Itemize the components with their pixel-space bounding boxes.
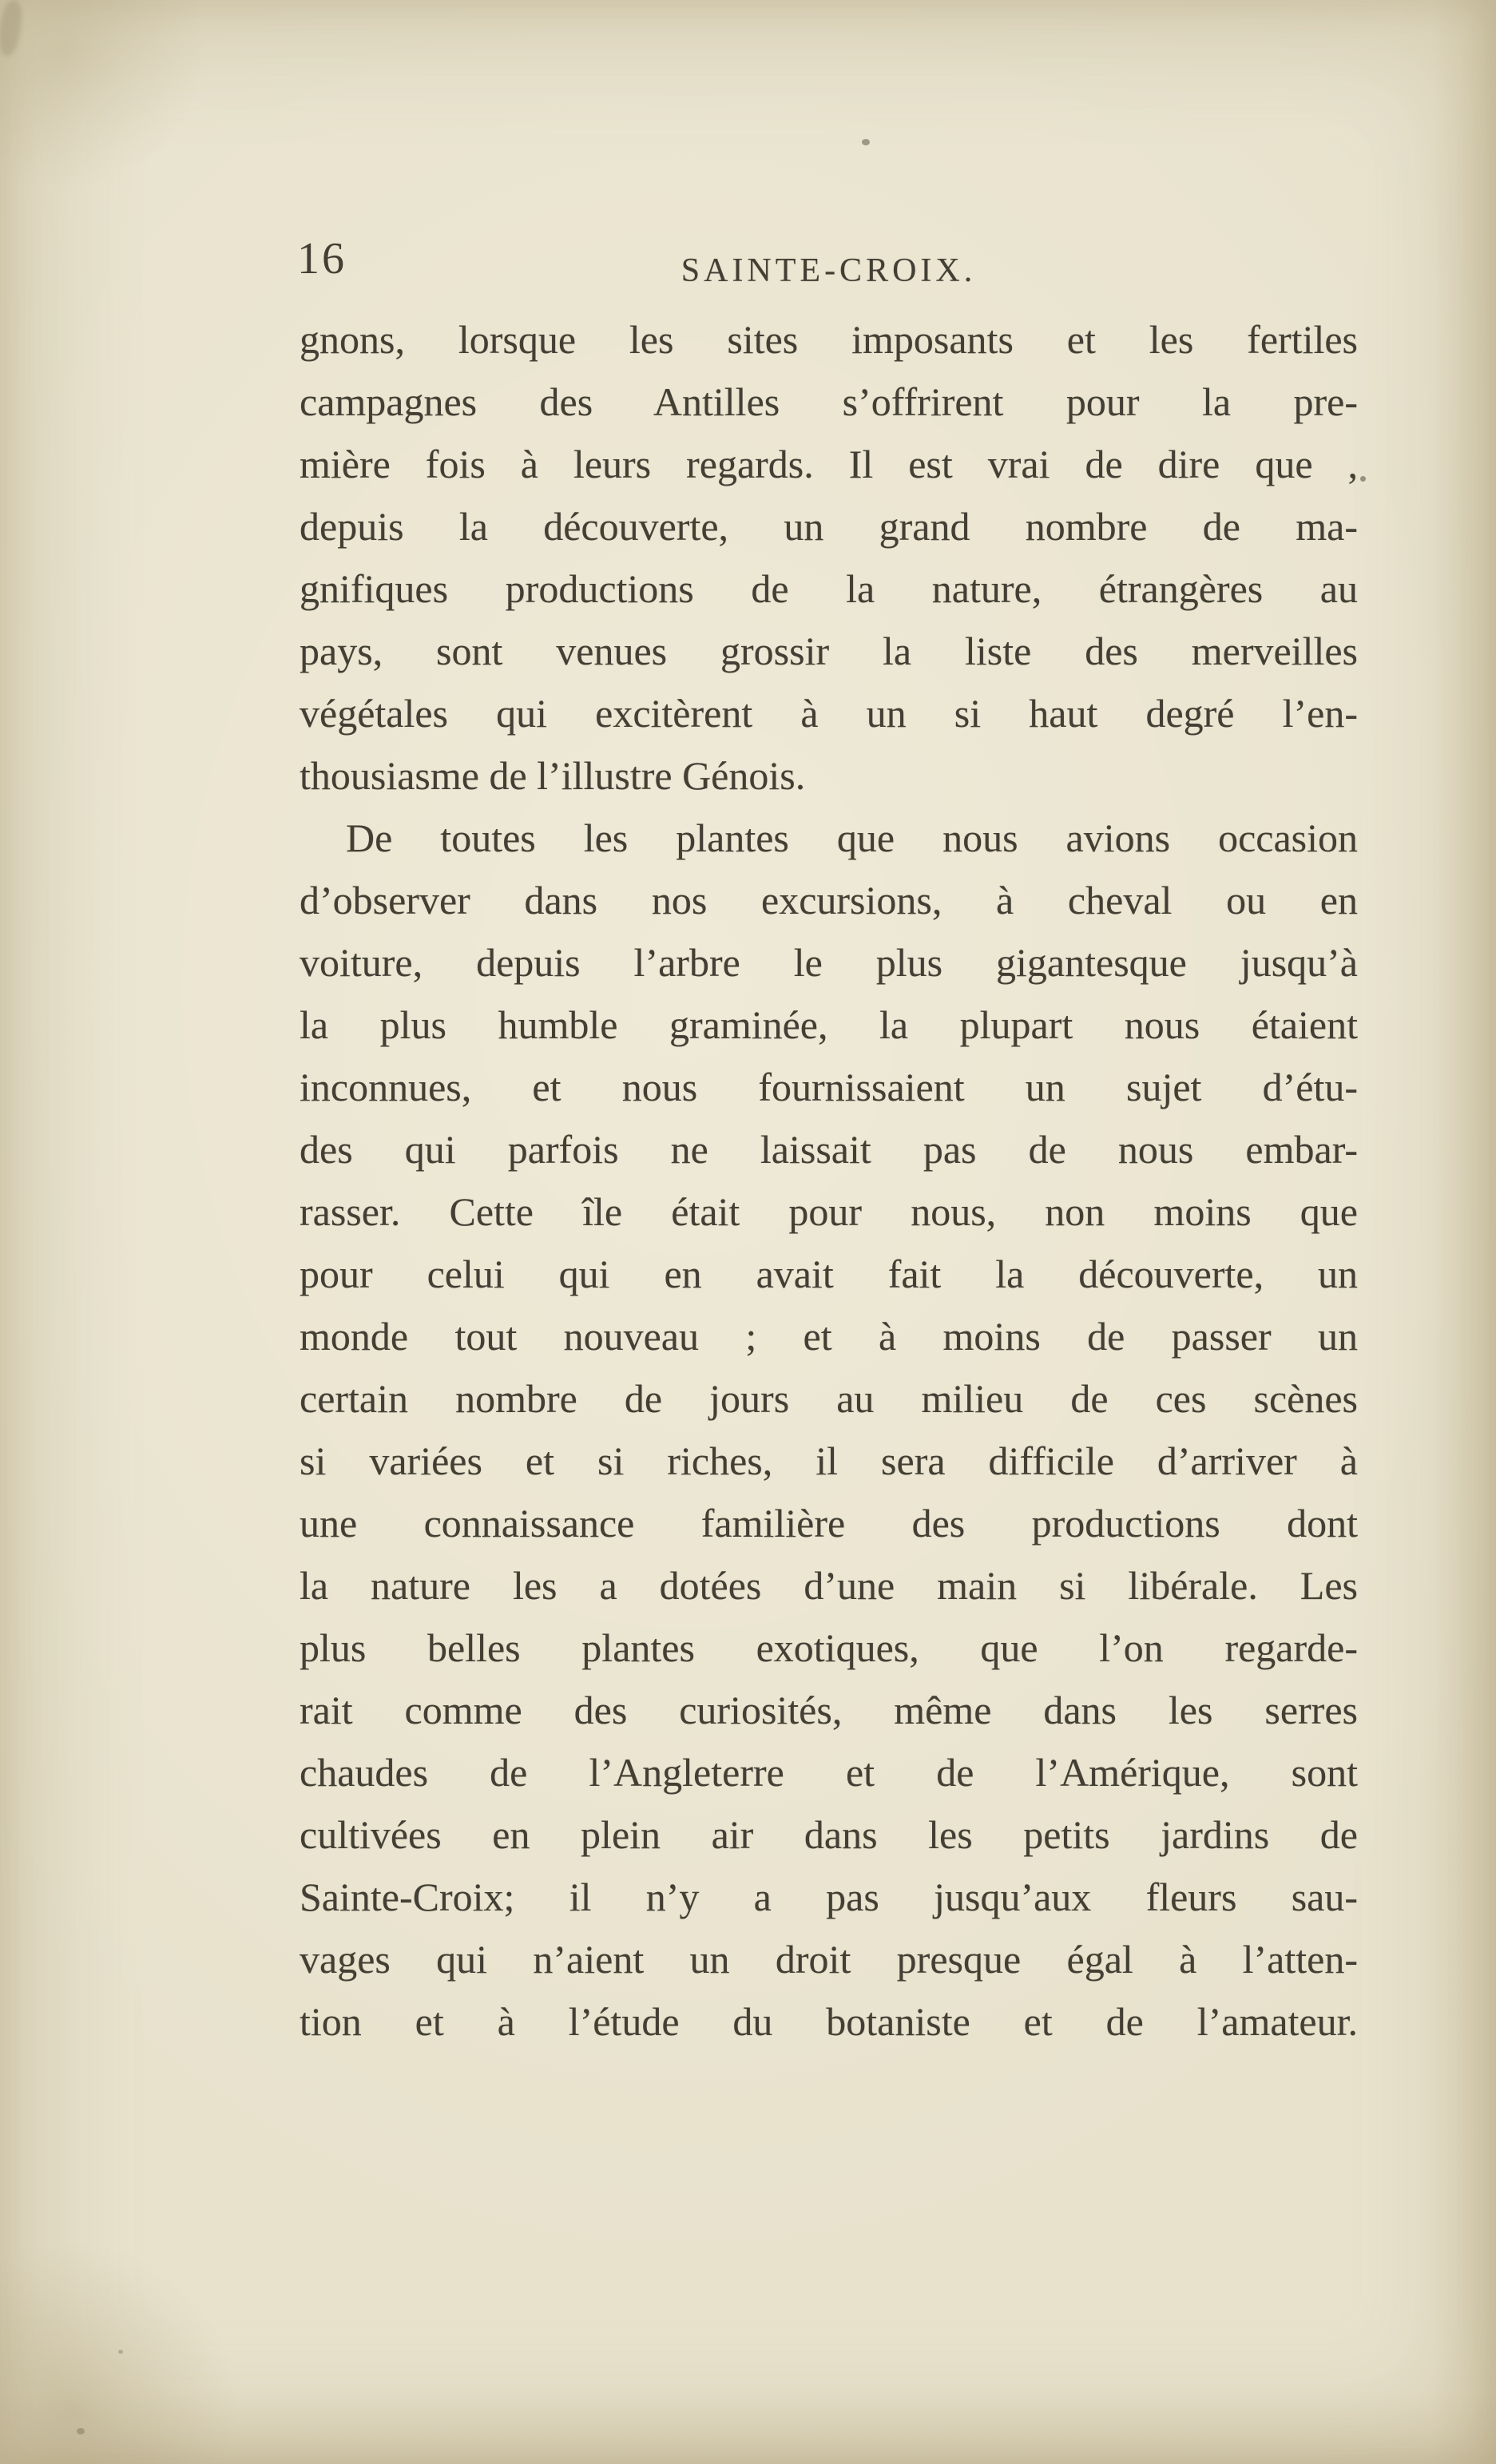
page-number: 16 — [297, 234, 347, 284]
text-line: tion et à l’étude du botaniste et de l’amateur. — [300, 1999, 1358, 2044]
text-line: si variées et si riches, il sera difficile d’arriver à — [300, 1438, 1358, 1483]
text-line: rait comme des curiosités, même dans les serres — [300, 1688, 1358, 1732]
scan-speck — [118, 2350, 123, 2354]
scan-speck — [862, 139, 870, 145]
text-line: thousiasme de l’illustre Génois. — [300, 753, 806, 798]
text-line: vages qui n’aient un droit presque égal à l’atten- — [300, 1937, 1358, 1982]
text-line: la nature les a dotées d’une main si libérale. Les — [300, 1563, 1358, 1608]
text-line: pour celui qui en avait fait la découverte, un — [300, 1252, 1358, 1296]
text-line: une connaissance familière des productions dont — [300, 1501, 1358, 1545]
text-line: gnifiques productions de la nature, étrangères au — [300, 566, 1358, 611]
text-line: d’observer dans nos excursions, à cheval ou en — [300, 878, 1358, 923]
running-head: SAINTE-CROIX. — [681, 252, 977, 289]
text-line: certain nombre de jours au milieu de ces scènes — [300, 1376, 1358, 1421]
text-line: campagnes des Antilles s’offrirent pour la pre- — [300, 379, 1358, 424]
page-edge-shading — [0, 2392, 1496, 2464]
page-corner-shading — [0, 0, 208, 192]
text-line: pays, sont venues grossir la liste des merveilles — [300, 629, 1358, 673]
text-line: des qui parfois ne laissait pas de nous embar- — [300, 1127, 1358, 1172]
text-line: rasser. Cette île était pour nous, non moins que — [300, 1189, 1358, 1234]
text-line: Sainte-Croix; il n’y a pas jusqu’aux fleurs sau- — [300, 1875, 1358, 1919]
text-line: plus belles plantes exotiques, que l’on regarde- — [300, 1625, 1358, 1670]
text-block — [300, 308, 1358, 2053]
page-edge-shading — [1432, 0, 1496, 2464]
text-line: depuis la découverte, un grand nombre de ma- — [300, 504, 1358, 549]
text-line: inconnues, et nous fournissaient un sujet d’étu- — [300, 1065, 1358, 1109]
text-line: voiture, depuis l’arbre le plus gigantesque jusqu’à — [300, 940, 1358, 985]
text-line: végétales qui excitèrent à un si haut degré l’en- — [300, 691, 1358, 736]
text-line: chaudes de l’Angleterre et de l’Amérique, sont — [300, 1750, 1358, 1795]
text-line: gnons, lorsque les sites imposants et les fertiles — [300, 317, 1358, 362]
text-line: mière fois à leurs regards. Il est vrai de dire que , — [300, 442, 1358, 486]
text-line: la plus humble graminée, la plupart nous étaient — [300, 1002, 1358, 1047]
text-line: cultivées en plein air dans les petits jardins de — [300, 1812, 1358, 1857]
text-line: De toutes les plantes que nous avions occasion — [346, 815, 1358, 860]
scan-speck — [1360, 476, 1366, 482]
text-line: monde tout nouveau ; et à moins de passer un — [300, 1314, 1358, 1359]
scan-speck — [77, 2428, 85, 2434]
